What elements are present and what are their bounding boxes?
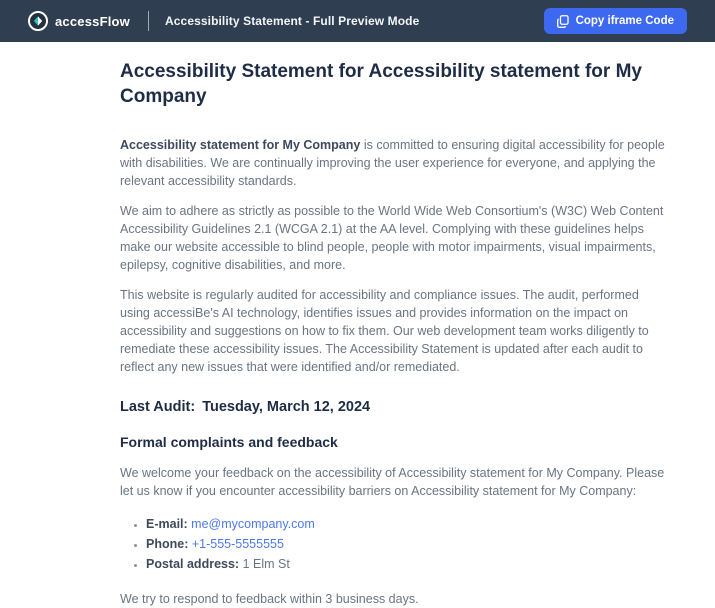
accessflow-logo-icon <box>28 11 48 31</box>
postal-value: 1 Elm St <box>242 557 290 571</box>
email-link[interactable]: me@mycompany.com <box>191 517 315 531</box>
top-bar <box>0 0 715 42</box>
brand-name: accessFlow <box>55 13 130 29</box>
wcag-paragraph: We aim to adhere as strictly as possible to the World Wide Web Consortium's (W3C) Web Content Accessibility Guidelines 2.1 (WCGA 2.1) at the AA level. Complying with these guidelines helps make our website accessible to blind people, people with motor impairments, visual impairments, epilepsy, cognitive disabilities, and more. <box>120 204 664 272</box>
page-title: Accessibility Statement for Accessibility statement for My Company <box>120 61 642 107</box>
feedback-section-heading: Formal complaints and feedback <box>120 434 338 450</box>
contact-list <box>120 514 672 574</box>
contact-item-email <box>146 514 672 534</box>
audit-paragraph: This website is regularly audited for accessibility and compliance issues. The audit, performed using accessiBe's AI technology, identifies issues and provides information on the impact on accessibility and suggestions on how to fix them. Our web development team works diligently to remediate these accessibility issues. The Accessibility Statement is updated after each audit to reflect any new issues that were identified and/or remediated. <box>120 288 649 374</box>
copy-icon <box>557 15 569 28</box>
contact-item-postal <box>146 554 672 574</box>
header-subtitle: Accessibility Statement - Full Preview Mode <box>165 14 420 28</box>
closing-paragraph: We try to respond to feedback within 3 business days. <box>120 592 419 606</box>
phone-link[interactable]: +1-555-5555555 <box>191 537 284 551</box>
copy-button-label: Copy iframe Code <box>575 15 674 27</box>
last-audit-label: Last Audit: <box>120 399 196 415</box>
header-divider <box>148 11 149 31</box>
copy-iframe-code-button[interactable] <box>544 8 687 34</box>
company-name-bold: Accessibility statement for My Company <box>120 138 361 152</box>
postal-label: Postal address: <box>146 557 240 571</box>
intro-paragraph-text: is committed to ensuring digital accessibility for people with disabilities. We are continually improving the user experience for everyone, and applying the relevant accessibility standards. <box>120 138 665 188</box>
feedback-paragraph: We welcome your feedback on the accessibility of Accessibility statement for My Company. Please let us know if you encounter accessibility barriers on Accessibility statement for My Company: <box>120 466 665 498</box>
statement-content <box>120 59 672 608</box>
statement-page <box>0 42 715 608</box>
email-label: E-mail: <box>146 517 188 531</box>
intro-paragraph <box>120 136 672 190</box>
last-audit-date: Tuesday, March 12, 2024 <box>202 399 371 415</box>
phone-label: Phone: <box>146 537 189 551</box>
brand <box>28 11 130 31</box>
contact-item-phone <box>146 534 672 554</box>
last-audit-line <box>120 399 672 415</box>
